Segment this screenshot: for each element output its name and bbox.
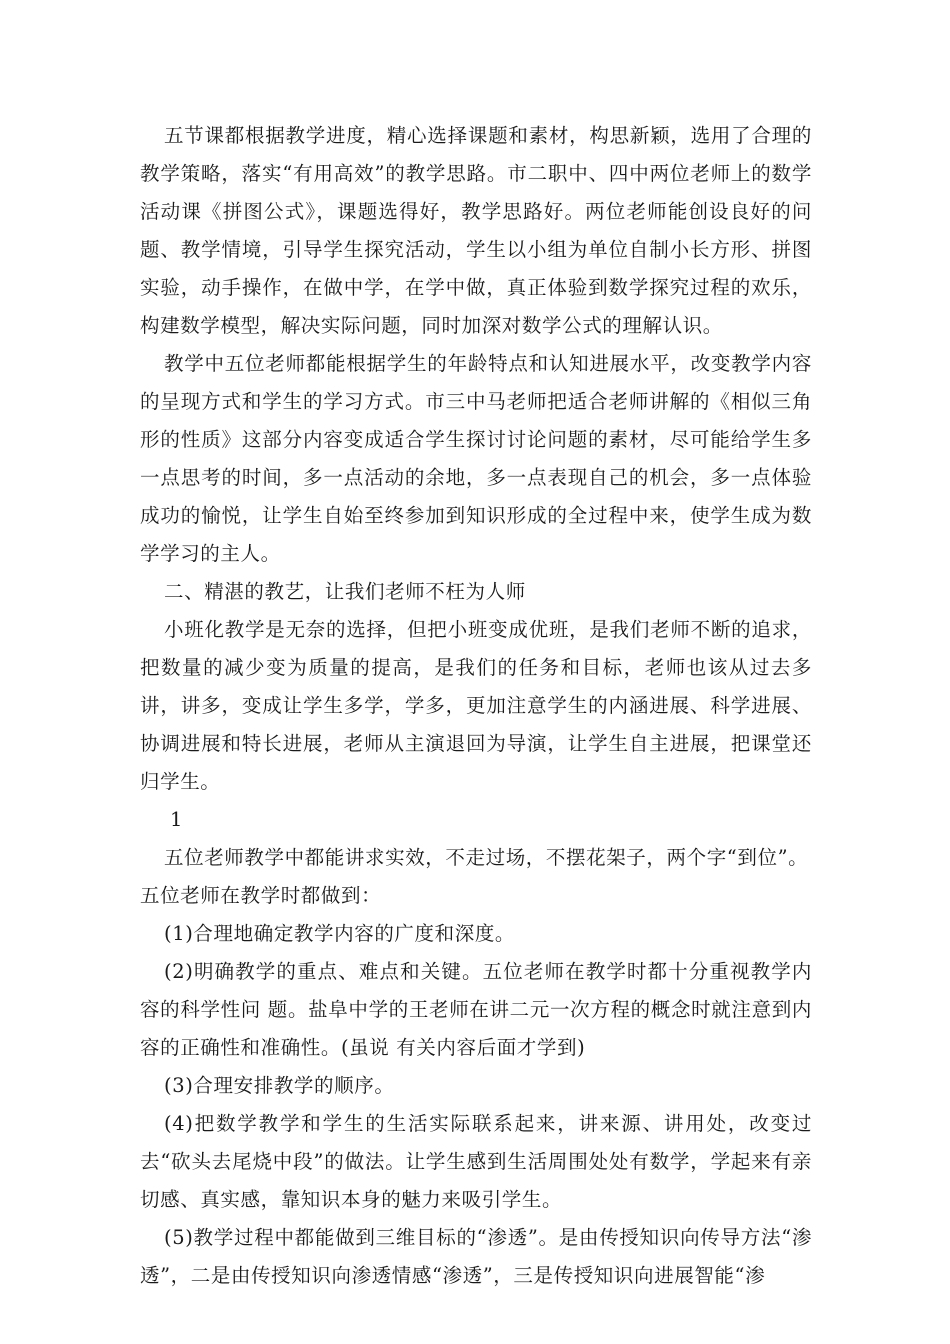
paragraph-small-class: 小班化教学是无奈的选择，但把小班变成优班，是我们老师不断的追求，把数量的减少变为质量的提高，是我们的任务和目标，老师也该从过去多讲，讲多，变成让学生多学，学多，更加注意学生的内涵进展、科学进展、协调进展和特长进展，老师从主演退回为导演，让学生自主进展，把课堂还归学生。 [140,618,812,793]
paragraph-achievements-intro: 五位老师在教学时都做到： [140,884,382,907]
page-number: 1 [170,808,184,831]
paragraph-teaching-methods: 教学中五位老师都能根据学生的年龄特点和认知进展水平，改变教学内容的呈现方式和学生的学习方式。市三中马老师把适合老师讲解的《相似三角形的性质》这部分内容变成适合学生探讨讨论问题的素材，尽可能给学生多一点思考的时间，多一点活动的余地，多一点表现自己的机会，多一点体验成功的愉悦，让学生自始至终参加到知识形成的全过程中来，使学生成为数学学习的主人。 [140,352,812,565]
list-item-4: (4)把数学教学和学生的生活实际联系起来，讲来源、讲用处，改变过去“砍头去尾烧中段”的做法。让学生感到生活周围处处有数学，学起来有亲切感、真实感，靠知识本身的魅力来吸引学生。 [140,1112,812,1211]
paragraph-lesson-selection: 五节课都根据教学进度，精心选择课题和素材，构思新颖，选用了合理的教学策略，落实“有用高效”的教学思路。市二职中、四中两位老师上的数学活动课《拼图公式》，课题选得好，教学思路好。两位老师能创设良好的问题、教学情境，引导学生探究活动，学生以小组为单位自制小长方形、拼图实验，动手操作，在做中学，在学中做，真正体验到数学探究过程的欢乐，构建数学模型，解决实际问题，同时加深对数学公式的理解认识。 [140,124,812,337]
document-body [140,117,812,1295]
section-heading: 二、精湛的教艺，让我们老师不枉为人师 [164,580,526,603]
list-item-2: (2)明确教学的重点、难点和关键。五位老师在教学时都十分重视教学内容的科学性问 题。盐阜中学的王老师在讲二元一次方程的概念时就注意到内容的正确性和准确性。(虽说 有关内容后面才学到) [140,960,812,1059]
list-item-3: (3)合理安排教学的顺序。 [164,1074,395,1097]
list-item-5: (5)教学过程中都能做到三维目标的“渗透”。是由传授知识向传导方法“渗透”，二是由传授知识向渗透情感“渗透”，三是传授知识向进展智能“渗 [140,1226,812,1287]
paragraph-effectiveness: 五位老师教学中都能讲求实效，不走过场，不摆花架子，两个字“到位”。 [164,846,809,869]
list-item-1: (1)合理地确定教学内容的广度和深度。 [164,922,516,945]
